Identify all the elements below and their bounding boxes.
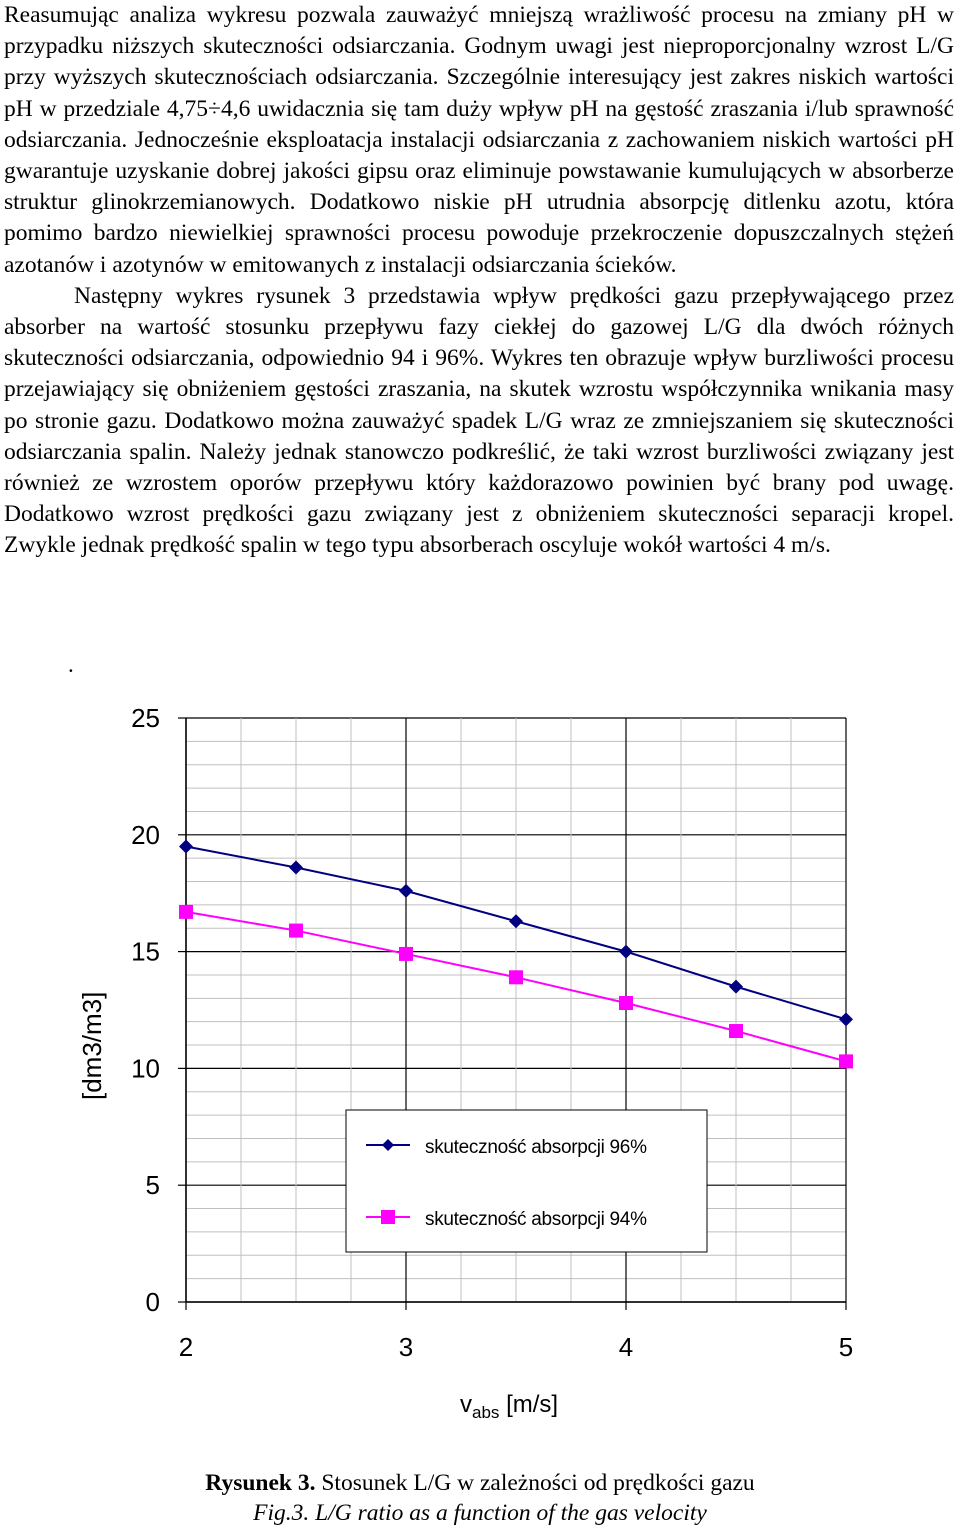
data-point-0 [399,884,413,898]
x-tick-label: 2 [178,1332,194,1362]
caption-label: Rysunek 3. [205,1470,316,1496]
y-tick-label: 15 [131,936,160,967]
chart-legend [346,1110,707,1252]
x-tick-label: 4 [618,1332,634,1362]
y-tick-label: 5 [145,1170,160,1201]
x-axis-label: $v_{abs}$ [m/s] [460,1391,559,1422]
data-point-0 [619,945,633,959]
y-axis-label: [dm3/m3] [77,991,107,1100]
data-point-1 [729,1024,743,1038]
data-point-0 [179,839,193,853]
data-point-0 [289,861,303,875]
body-text [4,0,954,562]
data-point-0 [729,980,743,994]
data-point-1 [399,947,413,961]
figure-caption-english: Fig.3. L/G ratio as a function of the gas velocity [253,1500,707,1526]
y-tick-label: 25 [131,703,160,733]
data-point-1 [179,905,193,919]
data-point-0 [839,1012,853,1026]
data-point-1 [619,996,633,1010]
legend-label-96: skuteczność absorpcji 96% [425,1137,647,1158]
x-tick-label: 3 [398,1332,414,1362]
legend-box [346,1110,707,1252]
data-point-1 [839,1054,853,1068]
line-chart [0,690,960,1450]
paragraph-1: Reasumując analiza wykresu pozwala zauważyć mniejszą wrażliwość procesu na zmiany pH w przypadku niższych skuteczności odsiarczania. Godnym uwagi jest nieproporcjonalny wzrost L/G przy wyższych skutecznościach odsiarczania. Szczególnie interesujący jest zakres niskich wartości pH w przedziale 4,75÷4,6 uwidacznia się tam duży wpływ pH na gęstość zraszania i/lub sprawność odsiarczania. Jednocześnie eksploatacja instalacji odsiarczania z zachowaniem niskich wartości pH gwarantuje uzyskanie dobrej jakości gipsu oraz eliminuje powstawanie kumulujących w absorberze struktur glinokrzemianowych. Dodatkowo niskie pH utrudnia absorpcję ditlenku azotu, która pomimo bardzo niewielkiej sprawności procesu powoduje przekroczenie dopuszczalnych stężeń azotanów i azotynów w emitowanych z instalacji odsiarczania ścieków. [4,2,954,278]
y-tick-label: 20 [131,819,160,850]
data-point-0 [509,914,523,928]
paragraph-2: Następny wykres rysunek 3 przedstawia wpływ prędkości gazu przepływającego przez absorber na wartość stosunku przepływu fazy ciekłej do gazowej L/G dla dwóch różnych skuteczności odsiarczania, odpowiednio 94 i 96%. Wykres ten obrazuje wpływ burzliwości procesu przejawiający się obniżeniem gęstości zraszania, na skutek wzrostu współczynnika wnikania masy po stronie gazu. Dodatkowo można zauważyć spadek L/G wraz ze zmniejszaniem się skuteczności odsiarczania spalin. Należy jednak stanowczo podkreślić, że taki wzrost burzliwości związany jest również ze wzrostem oporów przepływu który każdorazowo powinien być brany pod uwagę. Dodatkowo wzrost prędkości gazu związany jest z obniżeniem skuteczności separacji kropel. Zwykle jednak prędkość spalin w tego typu absorberach oscyluje wokół wartości 4 m/s. [4,282,954,559]
legend-label-94: skuteczność absorpcji 94% [425,1209,647,1230]
y-tick-label: 10 [131,1053,160,1084]
x-tick-label: 5 [838,1332,854,1362]
stray-dot: . [68,652,74,677]
data-point-1 [509,970,523,984]
caption-text: Stosunek L/G w zależności od prędkości gazu [315,1470,755,1496]
y-tick-label: 0 [145,1287,160,1317]
data-point-1 [289,924,303,938]
y-axis-title [77,992,107,1100]
legend-marker-94 [381,1210,395,1224]
figure-caption [0,1470,960,1497]
